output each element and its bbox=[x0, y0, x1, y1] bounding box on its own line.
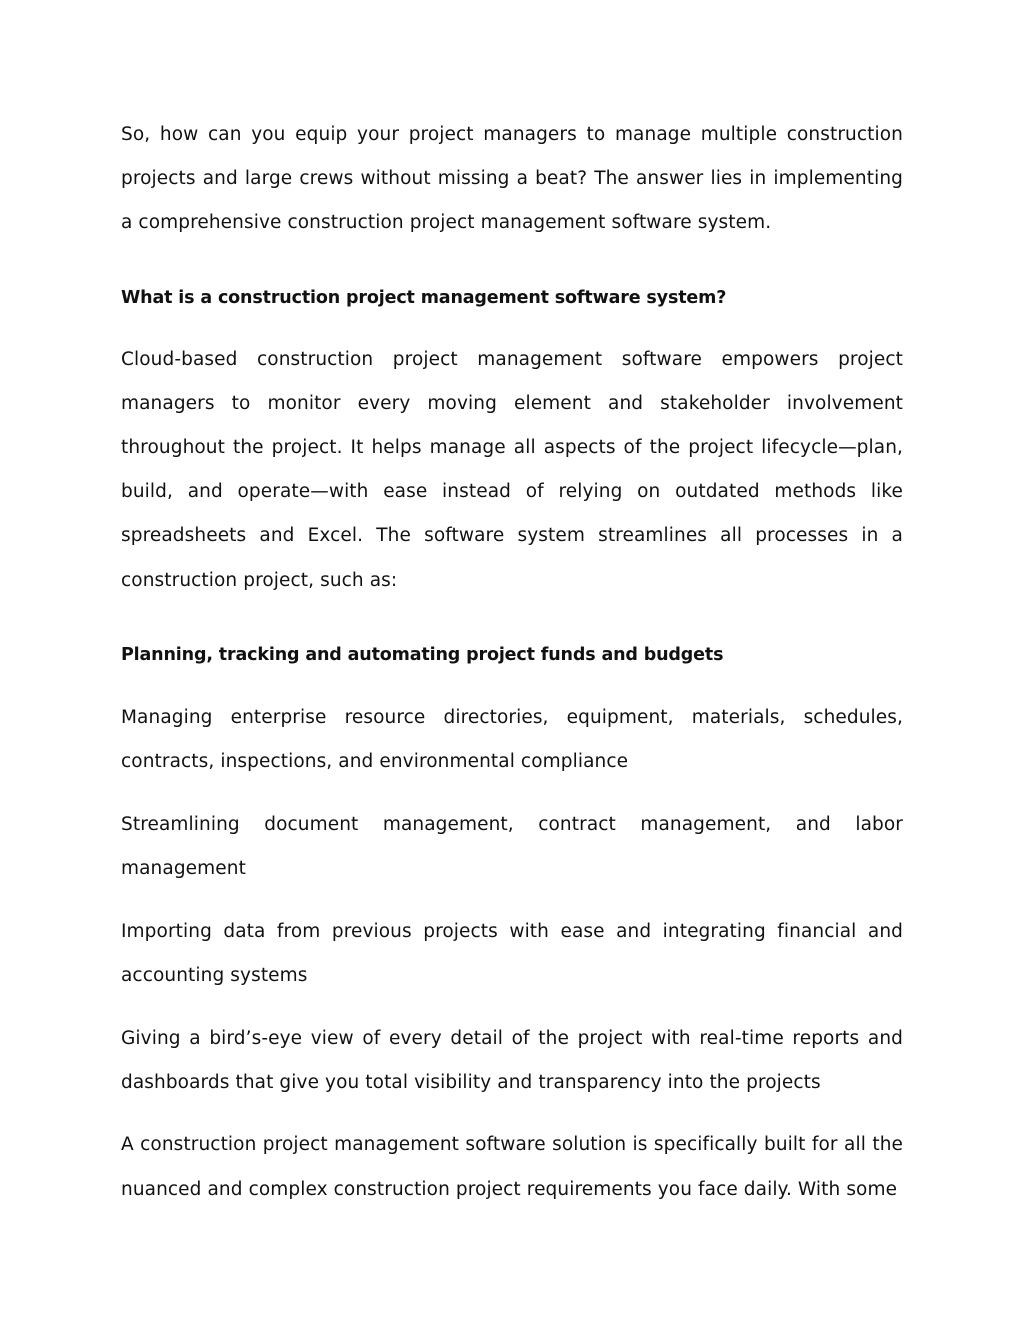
document-page bbox=[121, 113, 903, 1212]
closing-paragraph: A construction project management software solution is specifically built for all the nuanced and complex construction project requirements you face daily. With some bbox=[121, 1134, 903, 1200]
process-item-funds-heading: Planning, tracking and automating project funds and budgets bbox=[121, 644, 724, 665]
process-item-reports: Giving a bird’s-eye view of every detail of the project with real-time reports and dashboards that give you total visibility and transparency into the projects bbox=[121, 1027, 903, 1093]
definition-paragraph: Cloud-based construction project management software empowers project managers to monitor every moving element and stakeholder involvement throughout the project. It helps manage all aspects of the project lifecycle—plan, build, and operate—with ease instead of relying on outdated methods like spreadsheets and Excel. The software system streamlines all processes in a construction project, such as: bbox=[121, 348, 903, 591]
intro-paragraph: So, how can you equip your project managers to manage multiple construction projects and large crews without missing a beat? The answer lies in implementing a comprehensive construction project management software system. bbox=[121, 124, 903, 234]
section-heading: What is a construction project management software system? bbox=[121, 287, 727, 308]
process-item-documents: Streamlining document management, contract management, and labor management bbox=[121, 813, 903, 879]
process-item-resources: Managing enterprise resource directories, equipment, materials, schedules, contracts, inspections, and environmental compliance bbox=[121, 706, 903, 773]
process-item-data-import: Importing data from previous projects with ease and integrating financial and accounting systems bbox=[121, 920, 903, 986]
